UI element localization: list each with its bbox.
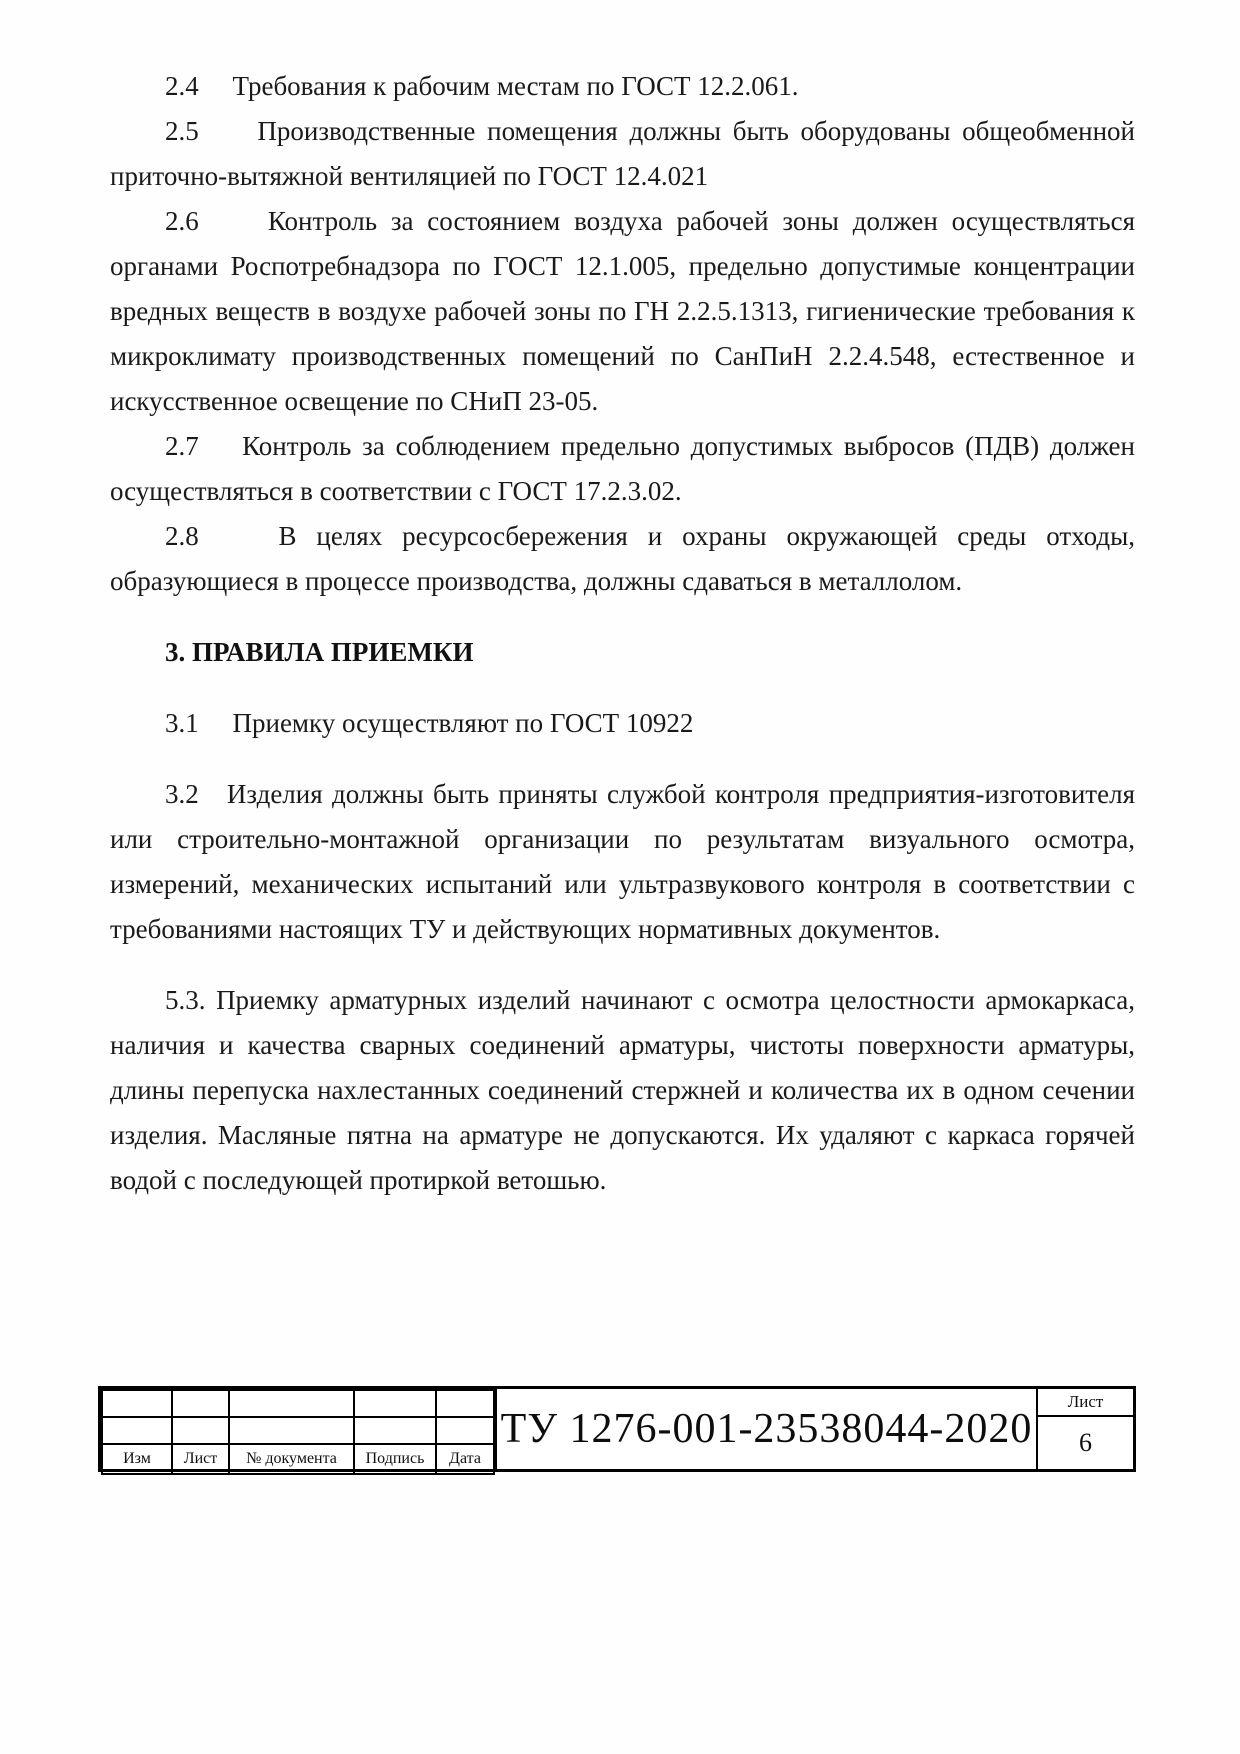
sheet-label: Лист bbox=[1038, 1389, 1133, 1417]
paragraph-2-6: 2.6 Контроль за состоянием воздуха рабочей зоны должен осуществляться органами Роспотребнадзора по ГОСТ 12.1.005, предельно допустимые концентрации вредных веществ в воздухе рабочей зоны по ГН 2.2.5.1313, гигиенические требования к микроклимату производственных помещений по СанПиН 2.2.4.548, естественное и искусственное освещение по СНиП 23-05. bbox=[110, 206, 1135, 416]
revision-cell bbox=[436, 1390, 494, 1417]
revision-cell bbox=[436, 1417, 494, 1444]
revision-row-empty-1 bbox=[102, 1390, 494, 1417]
revision-row-empty-2 bbox=[102, 1417, 494, 1444]
revision-cell bbox=[172, 1390, 229, 1417]
revision-label-row bbox=[102, 1444, 494, 1474]
sheet-box bbox=[1036, 1389, 1133, 1469]
revision-cell bbox=[172, 1417, 229, 1444]
paragraph-2-7: 2.7 Контроль за соблюдением предельно допустимых выбросов (ПДВ) должен осуществляться в соответствии с ГОСТ 17.2.3.02. bbox=[110, 431, 1135, 506]
label-list: Лист bbox=[172, 1444, 229, 1474]
paragraph-2-4: 2.4 Требования к рабочим местам по ГОСТ 12.2.061. bbox=[165, 71, 799, 101]
sheet-number: 6 bbox=[1079, 1428, 1092, 1457]
revision-cell bbox=[102, 1390, 172, 1417]
paragraph-3-1: 3.1 Приемку осуществляют по ГОСТ 10922 bbox=[165, 708, 694, 738]
revision-cell bbox=[354, 1417, 436, 1444]
revision-cell bbox=[229, 1390, 354, 1417]
revision-cell bbox=[102, 1417, 172, 1444]
title-block bbox=[98, 1386, 1136, 1472]
paragraph-3-2: 3.2 Изделия должны быть приняты службой контроля предприятия-изготовителя или строительно-монтажной организации по результатам визуального осмотра, измерений, механических испытаний или ультразвукового контроля в соответствии с требованиями настоящих ТУ и действующих нормативных документов. bbox=[110, 779, 1135, 944]
label-izm: Изм bbox=[102, 1444, 172, 1474]
revision-cell bbox=[354, 1390, 436, 1417]
paragraph-2-8: 2.8 В целях ресурсосбережения и охраны окружающей среды отходы, образующиеся в процессе производства, должны сдаваться в металлолом. bbox=[110, 521, 1135, 596]
section-heading-rules-of-acceptance: 3. ПРАВИЛА ПРИЕМКИ bbox=[165, 637, 474, 667]
revision-table bbox=[101, 1389, 495, 1475]
paragraph-5-3: 5.3. Приемку арматурных изделий начинают с осмотра целостности армокаркаса, наличия и качества сварных соединений арматуры, чистоты поверхности арматуры, длины перепуска нахлестанных соединений стержней и количества их в одном сечении изделия. Масляные пятна на арматуре не допускаются. Их удаляют с каркаса горячей водой с последующей протиркой ветошью. bbox=[110, 985, 1135, 1195]
document-number: ТУ 1276-001-23538044-2020 bbox=[495, 1389, 1036, 1469]
label-signature: Подпись bbox=[354, 1444, 436, 1474]
revision-cell bbox=[229, 1417, 354, 1444]
paragraph-2-5: 2.5 Производственные помещения должны быть оборудованы общеобменной приточно-вытяжной вентиляцией по ГОСТ 12.4.021 bbox=[110, 116, 1135, 191]
document-body bbox=[110, 64, 1135, 1203]
label-doc-number: № документа bbox=[229, 1444, 354, 1474]
label-date: Дата bbox=[436, 1444, 494, 1474]
